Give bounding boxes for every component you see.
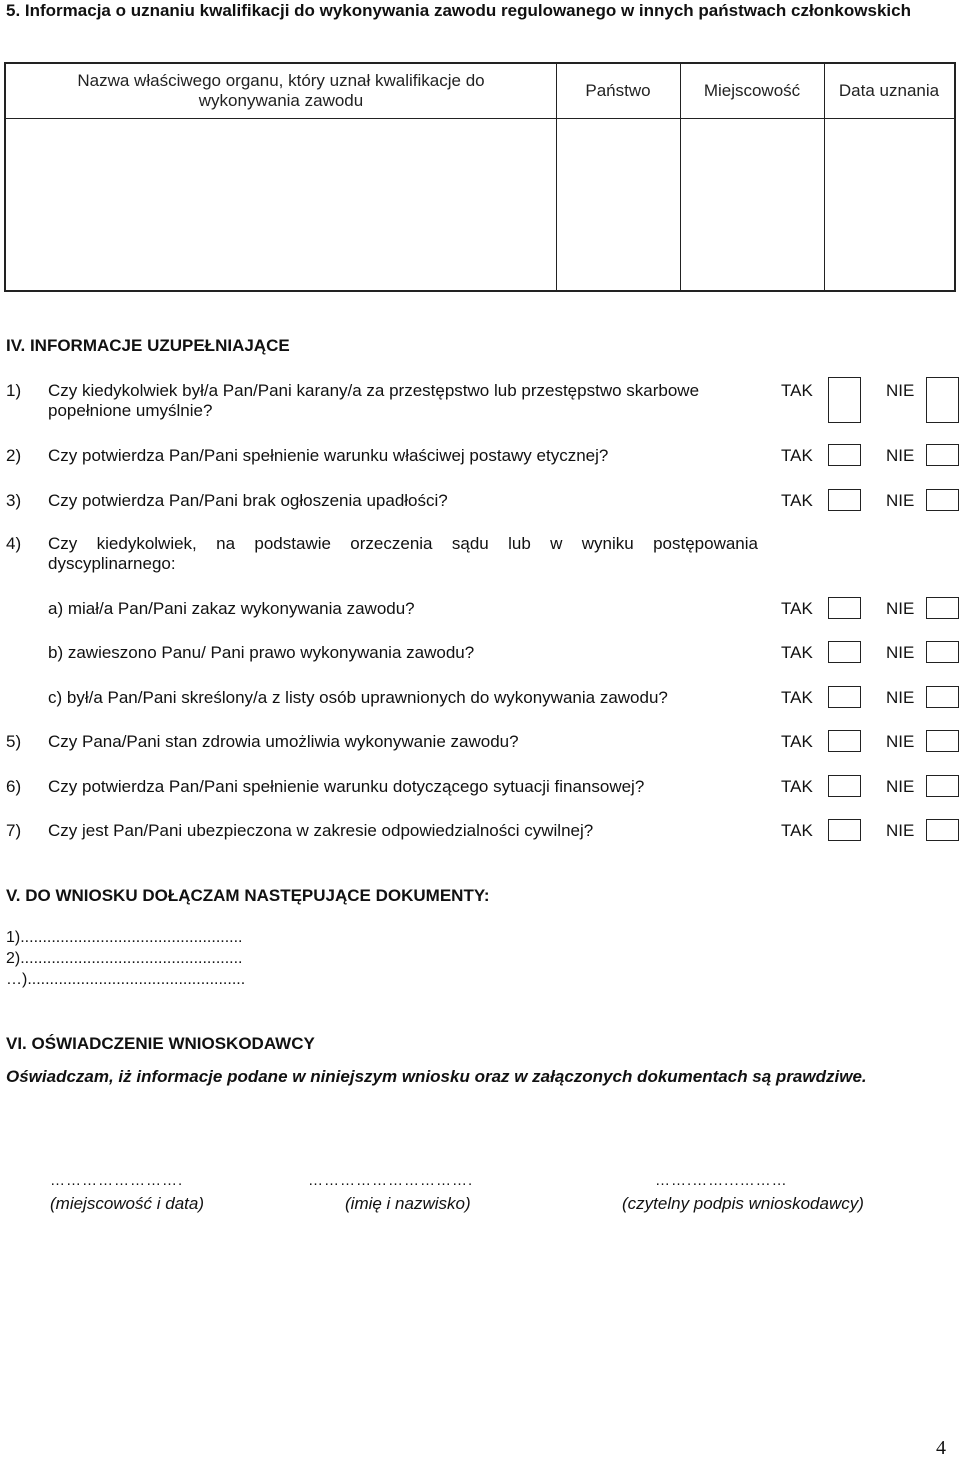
question-2-number: 2) [6, 446, 22, 465]
question-4a-text: a) miał/a Pan/Pani zakaz wykonywania zawodu? [48, 599, 415, 618]
question-2-nie-checkbox[interactable] [926, 444, 959, 466]
question-7-number: 7) [6, 821, 22, 840]
question-5-text: Czy Pana/Pani stan zdrowia umożliwia wykonywanie zawodu? [48, 732, 519, 751]
tak-label: TAK [781, 599, 813, 618]
question-4c-nie-checkbox[interactable] [926, 686, 959, 708]
question-6-text: Czy potwierdza Pan/Pani spełnienie warunku dotyczącego sytuacji finansowej? [48, 777, 645, 796]
signature-dots-signature[interactable]: …….……...……… [655, 1172, 788, 1189]
question-4a-tak-checkbox[interactable] [828, 597, 861, 619]
question-3-number: 3) [6, 491, 22, 510]
signature-dots-place-date[interactable]: ……………………. [50, 1172, 184, 1189]
question-2-tak-checkbox[interactable] [828, 444, 861, 466]
signature-dots-name[interactable]: …………………………. [308, 1172, 474, 1189]
section-v-title: V. DO WNIOSKU DOŁĄCZAM NASTĘPUJĄCE DOKUMENTY: [6, 886, 490, 905]
question-6-nie-checkbox[interactable] [926, 775, 959, 797]
document-line-3[interactable]: …)................................................. [6, 971, 246, 988]
question-6-tak-checkbox[interactable] [828, 775, 861, 797]
tak-label: TAK [781, 381, 813, 400]
nie-label: NIE [886, 381, 915, 400]
tak-label: TAK [781, 643, 813, 662]
table-header-authority: Nazwa właściwego organu, który uznał kwalifikacje do wykonywania zawodu [77, 71, 485, 110]
question-3-tak-checkbox[interactable] [828, 489, 861, 511]
question-4b-tak-checkbox[interactable] [828, 641, 861, 663]
question-7-nie-checkbox[interactable] [926, 819, 959, 841]
section-vi-title: VI. OŚWIADCZENIE WNIOSKODAWCY [6, 1034, 315, 1053]
question-4c-text: c) był/a Pan/Pani skreślony/a z listy osób uprawnionych do wykonywania zawodu? [48, 688, 668, 707]
question-4c-tak-checkbox[interactable] [828, 686, 861, 708]
caption-place-date: (miejscowość i data) [50, 1194, 204, 1213]
nie-label: NIE [886, 688, 915, 707]
caption-signature: (czytelny podpis wnioskodawcy) [622, 1194, 864, 1213]
question-6-number: 6) [6, 777, 22, 796]
question-4b-text: b) zawieszono Panu/ Pani prawo wykonywania zawodu? [48, 643, 475, 662]
question-3-nie-checkbox[interactable] [926, 489, 959, 511]
question-5-tak-checkbox[interactable] [828, 730, 861, 752]
tak-label: TAK [781, 491, 813, 510]
document-line-2[interactable]: 2).................................................. [6, 950, 243, 967]
tak-label: TAK [781, 777, 813, 796]
section-5-title: 5. Informacja o uznaniu kwalifikacji do wykonywania zawodu regulowanego w innych państwach członkowskich [6, 1, 911, 20]
section-iv-title: IV. INFORMACJE UZUPEŁNIAJĄCE [6, 336, 290, 355]
nie-label: NIE [886, 491, 915, 510]
tak-label: TAK [781, 688, 813, 707]
tak-label: TAK [781, 821, 813, 840]
qualification-table [4, 62, 956, 292]
question-1-number: 1) [6, 381, 22, 400]
nie-label: NIE [886, 446, 915, 465]
question-7-tak-checkbox[interactable] [828, 819, 861, 841]
document-line-1[interactable]: 1).................................................. [6, 929, 243, 946]
nie-label: NIE [886, 821, 915, 840]
declaration-statement: Oświadczam, iż informacje podane w niniejszym wniosku oraz w załączonych dokumentach są prawdziwe. [6, 1067, 867, 1086]
caption-name: (imię i nazwisko) [345, 1194, 471, 1213]
question-4b-nie-checkbox[interactable] [926, 641, 959, 663]
nie-label: NIE [886, 599, 915, 618]
tak-label: TAK [781, 446, 813, 465]
tak-label: TAK [781, 732, 813, 751]
question-4-text: Czy kiedykolwiek, na podstawie orzeczenia sądu lub w wyniku postępowania dyscyplinarnego: [48, 534, 758, 573]
question-1-tak-checkbox[interactable] [828, 377, 861, 423]
question-5-nie-checkbox[interactable] [926, 730, 959, 752]
page-number: 4 [936, 1437, 946, 1459]
question-4-number: 4) [6, 534, 22, 553]
table-header-divider [6, 118, 954, 119]
question-1-nie-checkbox[interactable] [926, 377, 959, 423]
question-7-text: Czy jest Pan/Pani ubezpieczona w zakresie odpowiedzialności cywilnej? [48, 821, 594, 840]
table-header-date: Data uznania [838, 81, 940, 100]
question-5-number: 5) [6, 732, 22, 751]
table-header-city: Miejscowość [703, 81, 801, 100]
table-header-country: Państwo [585, 81, 651, 100]
nie-label: NIE [886, 777, 915, 796]
question-3-text: Czy potwierdza Pan/Pani brak ogłoszenia upadłości? [48, 491, 448, 510]
nie-label: NIE [886, 732, 915, 751]
question-2-text: Czy potwierdza Pan/Pani spełnienie warunku właściwej postawy etycznej? [48, 446, 609, 465]
nie-label: NIE [886, 643, 915, 662]
question-1-text: Czy kiedykolwiek był/a Pan/Pani karany/a za przestępstwo lub przestępstwo skarbowe popełnione umyślnie? [48, 381, 700, 420]
question-4a-nie-checkbox[interactable] [926, 597, 959, 619]
